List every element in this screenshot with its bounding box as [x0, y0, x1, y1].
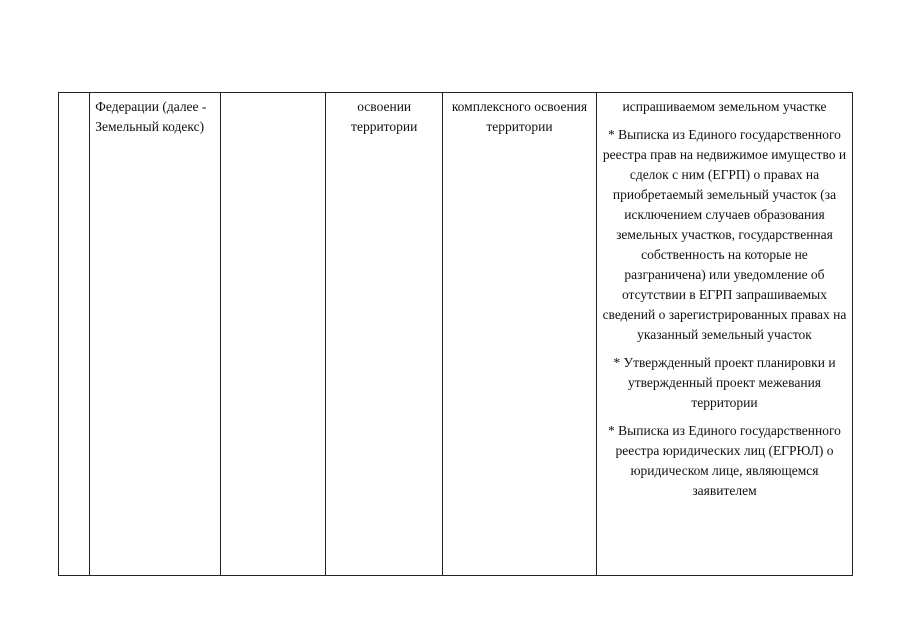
document-item: * Выписка из Единого государственного реестра юридических лиц (ЕГРЮЛ) о юридическом лице, являющемся заявителем [608, 423, 841, 498]
document-item: * Выписка из Единого государственного реестра прав на недвижимое имущество и сделок с ним (ЕГРП) о правах на приобретаемый земельный участок (за исключением случаев образования земельных участков, государственная собственность на которые не разграничена) или уведомление об отсутствии в ЕГРП запрашиваемых сведений о зарегистрированных правах на указанный земельный участок [602, 127, 847, 342]
development-cell: освоении территории [326, 93, 443, 576]
empty-cell [221, 93, 326, 576]
document-item: испрашиваемом земельном участке [622, 99, 827, 114]
table-row [59, 93, 853, 576]
document-item: * Утвержденный проект планировки и утвержденный проект межевания территории [613, 355, 836, 410]
row-number-cell [59, 93, 90, 576]
legal-basis-cell: Федерации (далее - Земельный кодекс) [90, 93, 221, 576]
integrated-development-cell: комплексного освоения территории [442, 93, 596, 576]
services-table [58, 92, 853, 576]
required-documents-cell [596, 93, 852, 576]
